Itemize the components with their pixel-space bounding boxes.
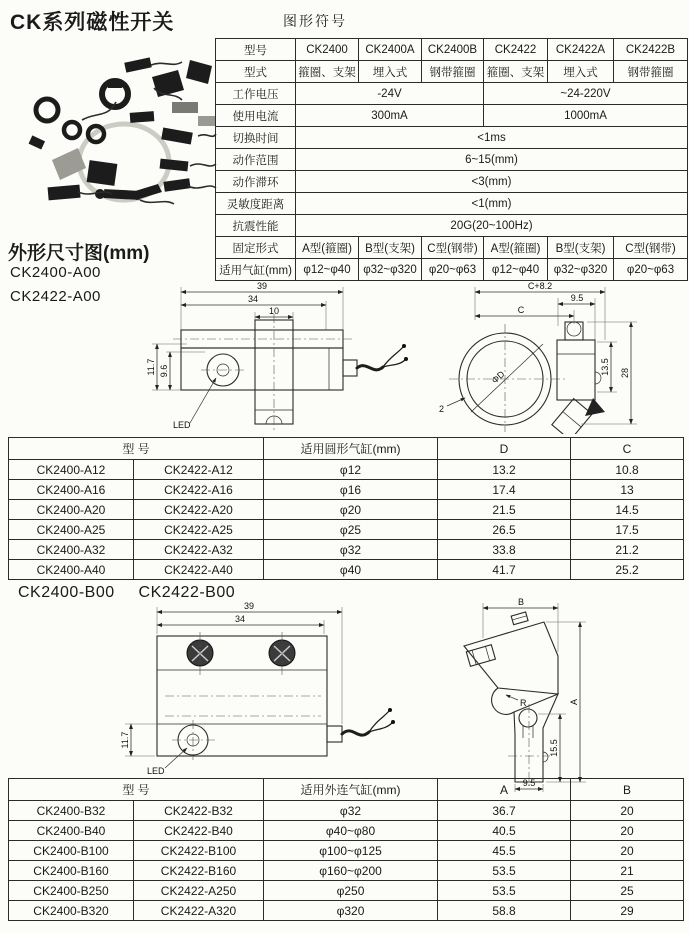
table-row bbox=[9, 821, 684, 841]
model-cell: CK2422A bbox=[548, 39, 614, 61]
dim-39: 39 bbox=[243, 601, 255, 611]
table-row bbox=[9, 881, 684, 901]
fixing-cell: A型(箍圈) bbox=[296, 237, 359, 259]
fixing-cell: C型(钢带) bbox=[422, 237, 484, 259]
model-cell: CK2422-B40 bbox=[134, 821, 264, 841]
fixing-cell: B型(支架) bbox=[359, 237, 422, 259]
table-row bbox=[9, 460, 684, 480]
spec-row-label: 型式 bbox=[216, 61, 296, 83]
b-type-table bbox=[8, 778, 684, 921]
model-label-b2: CK2422-B00 bbox=[138, 584, 236, 601]
model-label-a1: CK2400-A00 bbox=[10, 264, 101, 281]
table-row bbox=[9, 861, 684, 881]
model-cell: CK2400-A12 bbox=[9, 460, 134, 480]
cylinder-cell: φ32~φ320 bbox=[548, 259, 614, 281]
col-header-model: 型 号 bbox=[9, 438, 264, 460]
c-cell: 21.2 bbox=[571, 540, 684, 560]
drawing-b-bracket bbox=[428, 596, 643, 794]
type-cell: 钢带箍圈 bbox=[614, 61, 688, 83]
d-cell: 33.8 bbox=[438, 540, 571, 560]
model-cell: CK2422 bbox=[484, 39, 548, 61]
spec-row-label: 固定形式 bbox=[216, 237, 296, 259]
dim-c: C bbox=[517, 305, 525, 315]
spec-row-label: 动作范围 bbox=[216, 149, 296, 171]
type-cell: 箍圈、支架 bbox=[484, 61, 548, 83]
cylinder-cell: φ40~φ80 bbox=[264, 821, 438, 841]
c-cell: 14.5 bbox=[571, 500, 684, 520]
dim-2: 2 bbox=[439, 404, 445, 414]
model-cell: CK2400-B100 bbox=[9, 841, 134, 861]
c-cell: 25.2 bbox=[571, 560, 684, 580]
spec-row-vibration bbox=[216, 215, 688, 237]
type-cell: 钢带箍圈 bbox=[422, 61, 484, 83]
model-cell: CK2400-A16 bbox=[9, 480, 134, 500]
model-cell: CK2400 bbox=[296, 39, 359, 61]
dim-11-7: 11.7 bbox=[146, 358, 156, 376]
fixing-cell: A型(箍圈) bbox=[484, 237, 548, 259]
table-row bbox=[9, 901, 684, 921]
cylinder-cell: φ25 bbox=[264, 520, 438, 540]
dim-11-7: 11.7 bbox=[120, 731, 130, 749]
drawing-b-front-view bbox=[95, 600, 400, 778]
dim-15-5: 15.5 bbox=[549, 739, 559, 757]
c-cell: 17.5 bbox=[571, 520, 684, 540]
dim-r: R bbox=[520, 698, 527, 708]
cylinder-cell: φ20~φ63 bbox=[614, 259, 688, 281]
led-label: LED bbox=[173, 420, 191, 430]
col-header-cylinder: 适用圆形气缸(mm) bbox=[264, 438, 438, 460]
dim-c-plus: C+8.2 bbox=[527, 282, 553, 291]
model-label-b1: CK2400-B00 bbox=[18, 584, 115, 601]
voltage-cell: ~24-220V bbox=[484, 83, 688, 105]
spec-row-label: 工作电压 bbox=[216, 83, 296, 105]
value-cell: 6~15(mm) bbox=[296, 149, 688, 171]
dim-28: 28 bbox=[620, 367, 630, 379]
cylinder-cell: φ32 bbox=[264, 801, 438, 821]
cylinder-cell: φ12~φ40 bbox=[296, 259, 359, 281]
a-cell: 53.5 bbox=[438, 881, 571, 901]
drawing-a-side-view bbox=[143, 282, 418, 434]
dim-34: 34 bbox=[247, 294, 259, 304]
model-cell: CK2400-B32 bbox=[9, 801, 134, 821]
spec-row-fixing bbox=[216, 237, 688, 259]
col-header-a: A bbox=[438, 779, 571, 801]
table-row bbox=[9, 500, 684, 520]
model-label-a2: CK2422-A00 bbox=[10, 288, 101, 305]
model-cell: CK2400-A40 bbox=[9, 560, 134, 580]
d-cell: 41.7 bbox=[438, 560, 571, 580]
spec-row-label: 使用电流 bbox=[216, 105, 296, 127]
col-header-cylinder: 适用外连气缸(mm) bbox=[264, 779, 438, 801]
spec-row-cylinder bbox=[216, 259, 688, 281]
cylinder-cell: φ320 bbox=[264, 901, 438, 921]
a-type-table bbox=[8, 437, 684, 580]
dim-34: 34 bbox=[234, 614, 246, 624]
model-cell: CK2400-A25 bbox=[9, 520, 134, 540]
spec-row-voltage bbox=[216, 83, 688, 105]
model-cell: CK2422-A16 bbox=[134, 480, 264, 500]
dim-b: B bbox=[517, 597, 525, 607]
cylinder-cell: φ20 bbox=[264, 500, 438, 520]
drawing-a-ring-clamp bbox=[425, 282, 683, 434]
spec-row-label: 型号 bbox=[216, 39, 296, 61]
model-cell: CK2422-B32 bbox=[134, 801, 264, 821]
model-cell: CK2400-B40 bbox=[9, 821, 134, 841]
symbol-label: 图形符号 bbox=[283, 13, 347, 29]
model-cell: CK2422B bbox=[614, 39, 688, 61]
dim-9-6: 9.6 bbox=[159, 364, 169, 378]
type-cell: 埋入式 bbox=[359, 61, 422, 83]
cylinder-cell: φ12~φ40 bbox=[484, 259, 548, 281]
col-header-d: D bbox=[438, 438, 571, 460]
voltage-cell: -24V bbox=[296, 83, 484, 105]
dim-10: 10 bbox=[268, 306, 280, 316]
spec-table bbox=[215, 38, 688, 281]
b-cell: 21 bbox=[571, 861, 684, 881]
d-cell: 26.5 bbox=[438, 520, 571, 540]
a-cell: 36.7 bbox=[438, 801, 571, 821]
col-header-c: C bbox=[571, 438, 684, 460]
spec-row-model bbox=[216, 39, 688, 61]
spec-row-type bbox=[216, 61, 688, 83]
a-cell: 58.8 bbox=[438, 901, 571, 921]
cylinder-cell: φ20~φ63 bbox=[422, 259, 484, 281]
cylinder-cell: φ100~φ125 bbox=[264, 841, 438, 861]
value-cell: <1ms bbox=[296, 127, 688, 149]
model-cell: CK2400-A32 bbox=[9, 540, 134, 560]
cylinder-cell: φ32 bbox=[264, 540, 438, 560]
dimensions-section-title: 外形尺寸图(mm) bbox=[8, 243, 150, 264]
col-header-b: B bbox=[571, 779, 684, 801]
cylinder-cell: φ32~φ320 bbox=[359, 259, 422, 281]
model-cell: CK2422-B160 bbox=[134, 861, 264, 881]
table-row bbox=[9, 841, 684, 861]
dim-13-5: 13.5 bbox=[600, 358, 610, 376]
table-row bbox=[9, 801, 684, 821]
current-cell: 300mA bbox=[296, 105, 484, 127]
table-header-row bbox=[9, 438, 684, 460]
b-cell: 20 bbox=[571, 801, 684, 821]
spec-row-label: 动作滞环 bbox=[216, 171, 296, 193]
model-cell: CK2400A bbox=[359, 39, 422, 61]
table-row bbox=[9, 480, 684, 500]
dim-phi-d: ΦD bbox=[489, 368, 507, 386]
cylinder-cell: φ250 bbox=[264, 881, 438, 901]
model-cell: CK2400-B160 bbox=[9, 861, 134, 881]
b-cell: 20 bbox=[571, 821, 684, 841]
a-cell: 45.5 bbox=[438, 841, 571, 861]
value-cell: <1(mm) bbox=[296, 193, 688, 215]
b-cell: 25 bbox=[571, 881, 684, 901]
model-cell: CK2400-B250 bbox=[9, 881, 134, 901]
type-cell: 箍圈、支架 bbox=[296, 61, 359, 83]
led-label: LED bbox=[147, 766, 165, 776]
b-cell: 20 bbox=[571, 841, 684, 861]
model-cell: CK2422-A40 bbox=[134, 560, 264, 580]
model-cell: CK2422-A25 bbox=[134, 520, 264, 540]
dim-a: A bbox=[569, 698, 579, 706]
model-cell: CK2422-A250 bbox=[134, 881, 264, 901]
table-row bbox=[9, 560, 684, 580]
model-cell: CK2422-A20 bbox=[134, 500, 264, 520]
table-row bbox=[9, 520, 684, 540]
value-cell: 20G(20~100Hz) bbox=[296, 215, 688, 237]
model-cell: CK2400-A20 bbox=[9, 500, 134, 520]
value-cell: <3(mm) bbox=[296, 171, 688, 193]
model-cell: CK2422-A12 bbox=[134, 460, 264, 480]
current-cell: 1000mA bbox=[484, 105, 688, 127]
cylinder-cell: φ16 bbox=[264, 480, 438, 500]
dim-39: 39 bbox=[256, 282, 268, 291]
spec-row-label: 切换时间 bbox=[216, 127, 296, 149]
cylinder-cell: φ12 bbox=[264, 460, 438, 480]
model-cell: CK2422-A320 bbox=[134, 901, 264, 921]
spec-row-label: 灵敏度距离 bbox=[216, 193, 296, 215]
a-cell: 53.5 bbox=[438, 861, 571, 881]
model-cell: CK2400-B320 bbox=[9, 901, 134, 921]
dim-9-5: 9.5 bbox=[570, 293, 584, 303]
table-row bbox=[9, 540, 684, 560]
model-cell: CK2422-B100 bbox=[134, 841, 264, 861]
spec-row-sensitivity bbox=[216, 193, 688, 215]
dim-9-5: 9.5 bbox=[522, 778, 536, 788]
fixing-cell: B型(支架) bbox=[548, 237, 614, 259]
type-cell: 埋入式 bbox=[548, 61, 614, 83]
product-photo bbox=[12, 42, 217, 207]
spec-row-current bbox=[216, 105, 688, 127]
a-cell: 40.5 bbox=[438, 821, 571, 841]
c-cell: 10.8 bbox=[571, 460, 684, 480]
cylinder-cell: φ40 bbox=[264, 560, 438, 580]
b-cell: 29 bbox=[571, 901, 684, 921]
d-cell: 17.4 bbox=[438, 480, 571, 500]
spec-row-label: 适用气缸(mm) bbox=[216, 259, 296, 281]
spec-row-action-range bbox=[216, 149, 688, 171]
cylinder-cell: φ160~φ200 bbox=[264, 861, 438, 881]
model-cell: CK2400B bbox=[422, 39, 484, 61]
fixing-cell: C型(钢带) bbox=[614, 237, 688, 259]
model-cell: CK2422-A32 bbox=[134, 540, 264, 560]
c-cell: 13 bbox=[571, 480, 684, 500]
d-cell: 21.5 bbox=[438, 500, 571, 520]
d-cell: 13.2 bbox=[438, 460, 571, 480]
spec-row-hysteresis bbox=[216, 171, 688, 193]
spec-row-switch-time bbox=[216, 127, 688, 149]
page-title: CK系列磁性开关 bbox=[10, 11, 175, 34]
col-header-model: 型 号 bbox=[9, 779, 264, 801]
spec-row-label: 抗震性能 bbox=[216, 215, 296, 237]
table-header-row bbox=[9, 779, 684, 801]
